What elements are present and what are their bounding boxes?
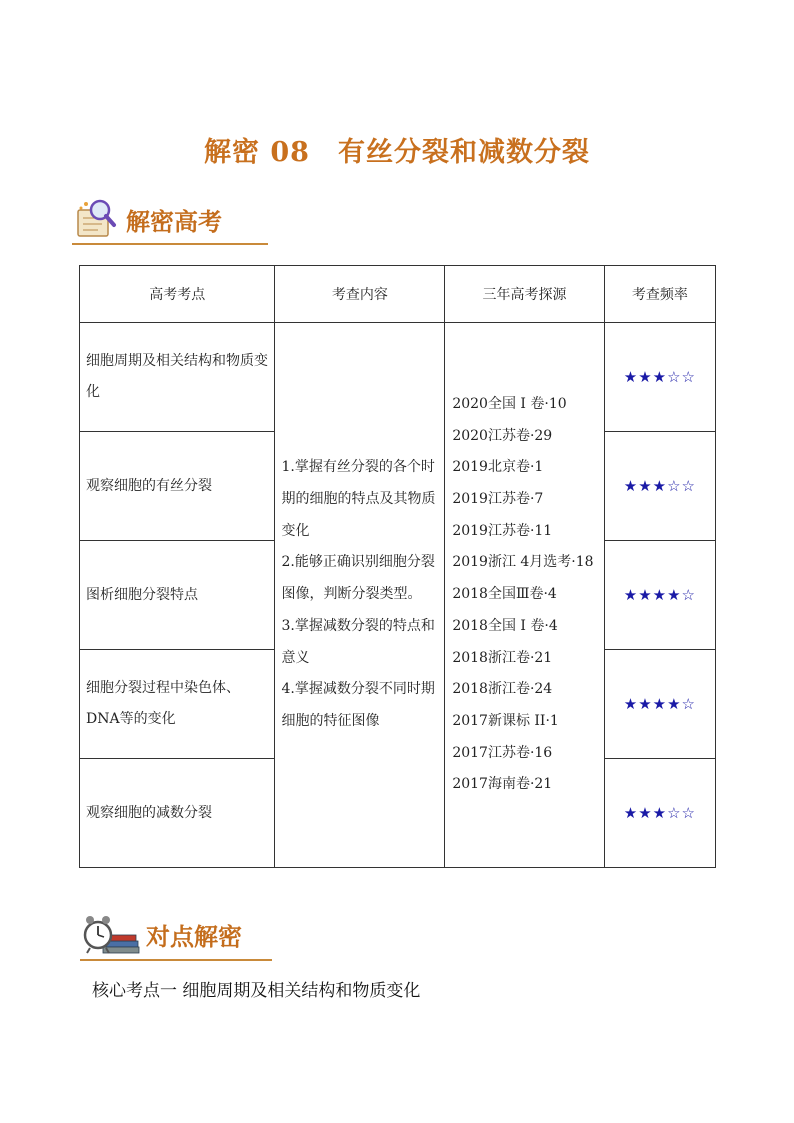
section-label: 解密高考 xyxy=(126,206,222,236)
section-header-points xyxy=(82,911,242,957)
table-header-row xyxy=(80,266,716,323)
frequency-stars: ★★★☆☆ xyxy=(604,323,715,432)
source-line: 2017海南卷·21 xyxy=(452,776,553,793)
frequency-stars: ★★★☆☆ xyxy=(604,432,715,541)
content-line: 变化 xyxy=(281,522,310,539)
source-line: 2019浙江 4月选考·18 xyxy=(452,554,594,571)
topic-cell: 观察细胞的减数分裂 xyxy=(80,759,275,868)
source-line: 2017新课标 II·1 xyxy=(452,712,559,729)
section-label: 对点解密 xyxy=(146,921,242,951)
source-line: 2020全国 I 卷·10 xyxy=(452,395,567,412)
content-line: 意义 xyxy=(281,649,310,666)
source-line: 2018全国Ⅲ卷·4 xyxy=(452,586,557,603)
page-title: 解密 08 有丝分裂和减数分裂 xyxy=(204,137,590,168)
content-line: 细胞的特征图像 xyxy=(281,712,380,729)
content-line: 期的细胞的特点及其物质 xyxy=(281,491,436,508)
content-line: 3.掌握减数分裂的特点和 xyxy=(281,617,435,634)
source-cell xyxy=(445,323,604,868)
source-line: 2020江苏卷·29 xyxy=(452,427,553,444)
topic-cell: 图析细胞分裂特点 xyxy=(80,541,275,650)
topic-cell: 细胞周期及相关结构和物质变化 xyxy=(80,323,275,432)
source-line: 2018浙江卷·21 xyxy=(452,649,553,666)
content-cell xyxy=(275,323,445,868)
source-line: 2019江苏卷·11 xyxy=(452,522,553,539)
exam-table xyxy=(79,265,716,868)
content-line: 图像，判断分裂类型。 xyxy=(281,586,422,603)
alarm-clock-books-icon xyxy=(82,911,140,957)
header-topic: 高考考点 xyxy=(80,266,275,323)
content-line: 4.掌握减数分裂不同时期 xyxy=(281,681,435,698)
source-line: 2019江苏卷·7 xyxy=(452,491,544,508)
frequency-stars: ★★★★☆ xyxy=(604,650,715,759)
content-line: 2.能够正确识别细胞分裂 xyxy=(281,554,435,571)
source-line: 2018浙江卷·24 xyxy=(452,681,553,698)
header-content: 考查内容 xyxy=(275,266,445,323)
section-underline xyxy=(80,959,272,961)
frequency-stars: ★★★★☆ xyxy=(604,541,715,650)
section-underline xyxy=(72,243,268,245)
source-line: 2017江苏卷·16 xyxy=(452,744,553,761)
section-header-exam xyxy=(74,196,222,242)
subsection-heading: 核心考点一 细胞周期及相关结构和物质变化 xyxy=(92,981,421,1001)
frequency-stars: ★★★☆☆ xyxy=(604,759,715,868)
topic-cell: 观察细胞的有丝分裂 xyxy=(80,432,275,541)
content-line: 1.掌握有丝分裂的各个时 xyxy=(281,459,435,476)
topic-cell: 细胞分裂过程中染色体、DNA等的变化 xyxy=(80,650,275,759)
header-frequency: 考查频率 xyxy=(604,266,715,323)
source-line: 2019北京卷·1 xyxy=(452,459,544,476)
table-row xyxy=(80,323,716,432)
magnifier-notebook-icon xyxy=(74,196,120,242)
header-source: 三年高考探源 xyxy=(445,266,604,323)
source-line: 2018全国 I 卷·4 xyxy=(452,617,558,634)
